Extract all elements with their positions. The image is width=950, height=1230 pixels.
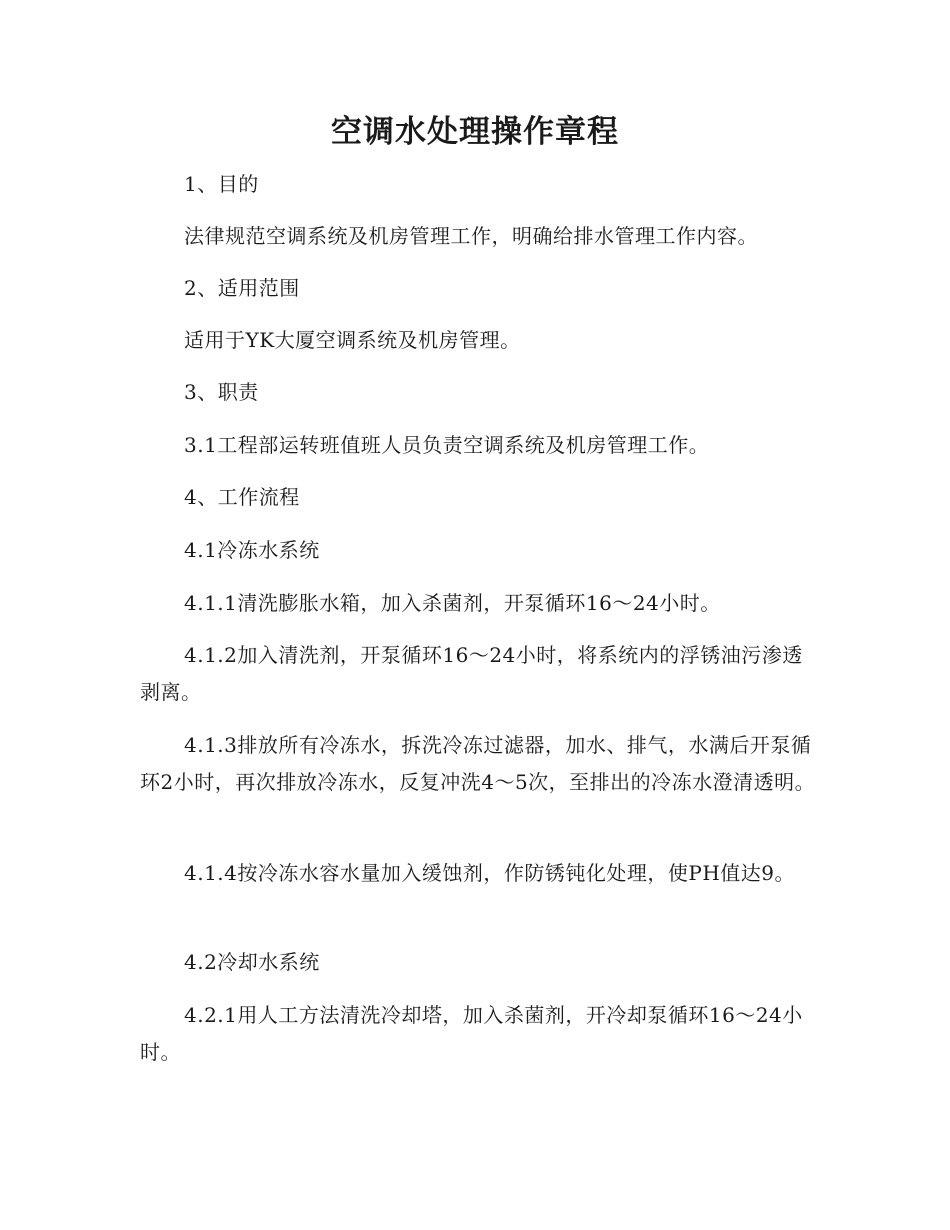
subheading-chilled-water: 4.1冷冻水系统: [184, 538, 320, 562]
paragraph-4-2-1: 4.2.1用人工方法清洗冷却塔，加入杀菌剂，开冷却泵循环16～24小时。: [140, 1003, 803, 1064]
paragraph-purpose: 法律规范空调系统及机房管理工作，明确给排水管理工作内容。: [184, 224, 758, 248]
document-title: 空调水处理操作章程: [331, 114, 619, 150]
heading-responsibility: 3、职责: [184, 380, 259, 404]
heading-scope: 2、适用范围: [184, 276, 300, 300]
heading-workflow: 4、工作流程: [184, 485, 300, 509]
heading-purpose: 1、目的: [184, 172, 259, 196]
subheading-cooling-water: 4.2冷却水系统: [184, 950, 320, 974]
paragraph-4-1-1: 4.1.1清洗膨胀水箱，加入杀菌剂，开泵循环16～24小时。: [184, 591, 721, 615]
paragraph-scope: 适用于YK大厦空调系统及机房管理。: [184, 328, 521, 352]
paragraph-4-1-2: 4.1.2加入清洗剂，开泵循环16～24小时，将系统内的浮锈油污渗透剥离。: [140, 643, 803, 704]
paragraph-responsibility: 3.1工程部运转班值班人员负责空调系统及机房管理工作。: [184, 433, 710, 457]
paragraph-4-1-4: 4.1.4按冷冻水容水量加入缓蚀剂，作防锈钝化处理，使PH值达9。: [184, 861, 796, 885]
paragraph-4-1-3: 4.1.3排放所有冷冻水，拆洗冷冻过滤器，加水、排气，水满后开泵循环2小时，再次排放冷冻水，反复冲洗4～5次，至排出的冷冻水澄清透明。: [140, 733, 816, 794]
